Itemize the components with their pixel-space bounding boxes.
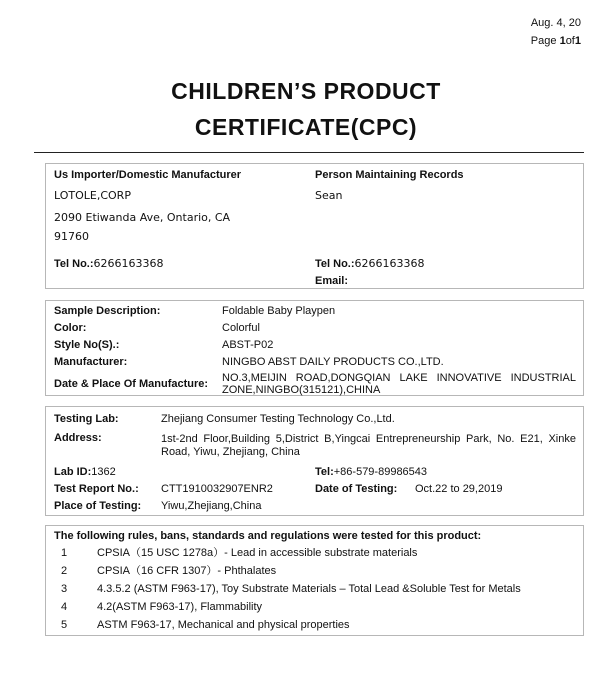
records-tel-label: Tel No.: — [315, 258, 355, 270]
rule-num: 5 — [61, 619, 68, 631]
report-no-value: CTT1910032907ENR2 — [161, 483, 273, 495]
importer-address-line2: 91760 — [54, 230, 89, 243]
testing-date-value: Oct.22 to 29,2019 — [415, 483, 503, 495]
title-line-1: CHILDREN’S PRODUCT — [171, 78, 441, 104]
importer-address-line1: 2090 Etiwanda Ave, Ontario, CA — [54, 211, 231, 224]
title-divider — [34, 152, 584, 153]
sample-style-label: Style No(S).: — [54, 339, 120, 351]
title-line-2: CERTIFICATE(CPC) — [194, 114, 418, 140]
lab-address-line2: Road, Yiwu, Zhejiang, China — [161, 446, 300, 458]
page-indicator — [531, 35, 581, 47]
report-date: Aug. 4, 20 — [530, 17, 581, 29]
importer-tel-label: Tel No.: — [54, 258, 94, 270]
testing-lab-section — [45, 406, 584, 516]
rule-text: CPSIA（16 CFR 1307）- Phthalates — [97, 565, 277, 577]
page-of: of — [565, 35, 575, 47]
sample-date-place-label: Date & Place Of Manufacture: — [54, 378, 209, 390]
lab-address-line1: 1st-2nd Floor,Building 5,District B,Yingcai Entrepreneurship Park, No. E21, Xinke — [161, 433, 576, 445]
lab-id-value: 1362 — [91, 466, 116, 478]
sample-style-value: ABST-P02 — [222, 339, 274, 351]
testing-place-label: Place of Testing: — [54, 500, 142, 512]
rule-num: 1 — [61, 547, 68, 559]
lab-tel — [315, 465, 427, 479]
lab-id — [54, 465, 116, 479]
sample-desc-value: Foldable Baby Playpen — [222, 305, 336, 317]
rules-section — [45, 525, 584, 636]
importer-records-section — [45, 163, 584, 289]
sample-manufacturer-value: NINGBO ABST DAILY PRODUCTS CO.,LTD. — [222, 356, 444, 368]
importer-tel-value: 6266163368 — [93, 257, 164, 270]
lab-label: Testing Lab: — [54, 413, 119, 425]
sample-date-place-line2: ZONE,NINGBO(315121),CHINA — [222, 384, 381, 396]
records-tel-value: 6266163368 — [354, 257, 425, 270]
lab-id-label: Lab ID: — [54, 466, 92, 478]
rule-num: 4 — [61, 601, 68, 613]
sample-color-label: Color: — [54, 322, 87, 334]
records-tel — [315, 257, 425, 271]
testing-place-value: Yiwu,Zhejiang,China — [161, 500, 262, 512]
page-label: Page — [530, 35, 557, 47]
records-name: Sean — [315, 189, 343, 202]
rule-text: 4.3.5.2 (ASTM F963-17), Toy Substrate Materials – Total Lead &Soluble Test for Metals — [97, 583, 521, 595]
lab-tel-label: Tel: — [315, 466, 334, 478]
records-email — [315, 274, 348, 288]
sample-section — [45, 300, 584, 396]
rule-text: 4.2(ASTM F963-17), Flammability — [97, 601, 263, 613]
page-number: 1 — [559, 35, 566, 47]
rules-heading: The following rules, bans, standards and regulations were tested for this product: — [54, 530, 482, 542]
rule-num: 2 — [61, 565, 68, 577]
sample-manufacturer-label: Manufacturer: — [54, 356, 128, 368]
testing-date-label: Date of Testing: — [315, 483, 398, 495]
records-heading: Person Maintaining Records — [315, 169, 464, 181]
sample-date-place-line1: NO.3,MEIJIN ROAD,DONGQIAN LAKE INNOVATIVE INDUSTRIAL — [222, 372, 576, 384]
sample-color-value: Colorful — [222, 322, 260, 334]
records-email-label: Email: — [315, 275, 349, 287]
page-total: 1 — [574, 35, 581, 47]
importer-name: LOTOLE,CORP — [54, 189, 131, 202]
rule-text: CPSIA（15 USC 1278a）- Lead in accessible substrate materials — [97, 547, 418, 559]
lab-tel-value: +86-579-89986543 — [333, 466, 428, 478]
lab-address-label: Address: — [54, 432, 102, 444]
rule-num: 3 — [61, 583, 68, 595]
importer-heading: Us Importer/Domestic Manufacturer — [54, 169, 242, 181]
lab-value: Zhejiang Consumer Testing Technology Co.,Ltd. — [161, 413, 395, 425]
sample-desc-label: Sample Description: — [54, 305, 161, 317]
report-no-label: Test Report No.: — [54, 483, 139, 495]
rule-text: ASTM F963-17, Mechanical and physical properties — [97, 619, 350, 631]
importer-tel — [54, 257, 164, 271]
